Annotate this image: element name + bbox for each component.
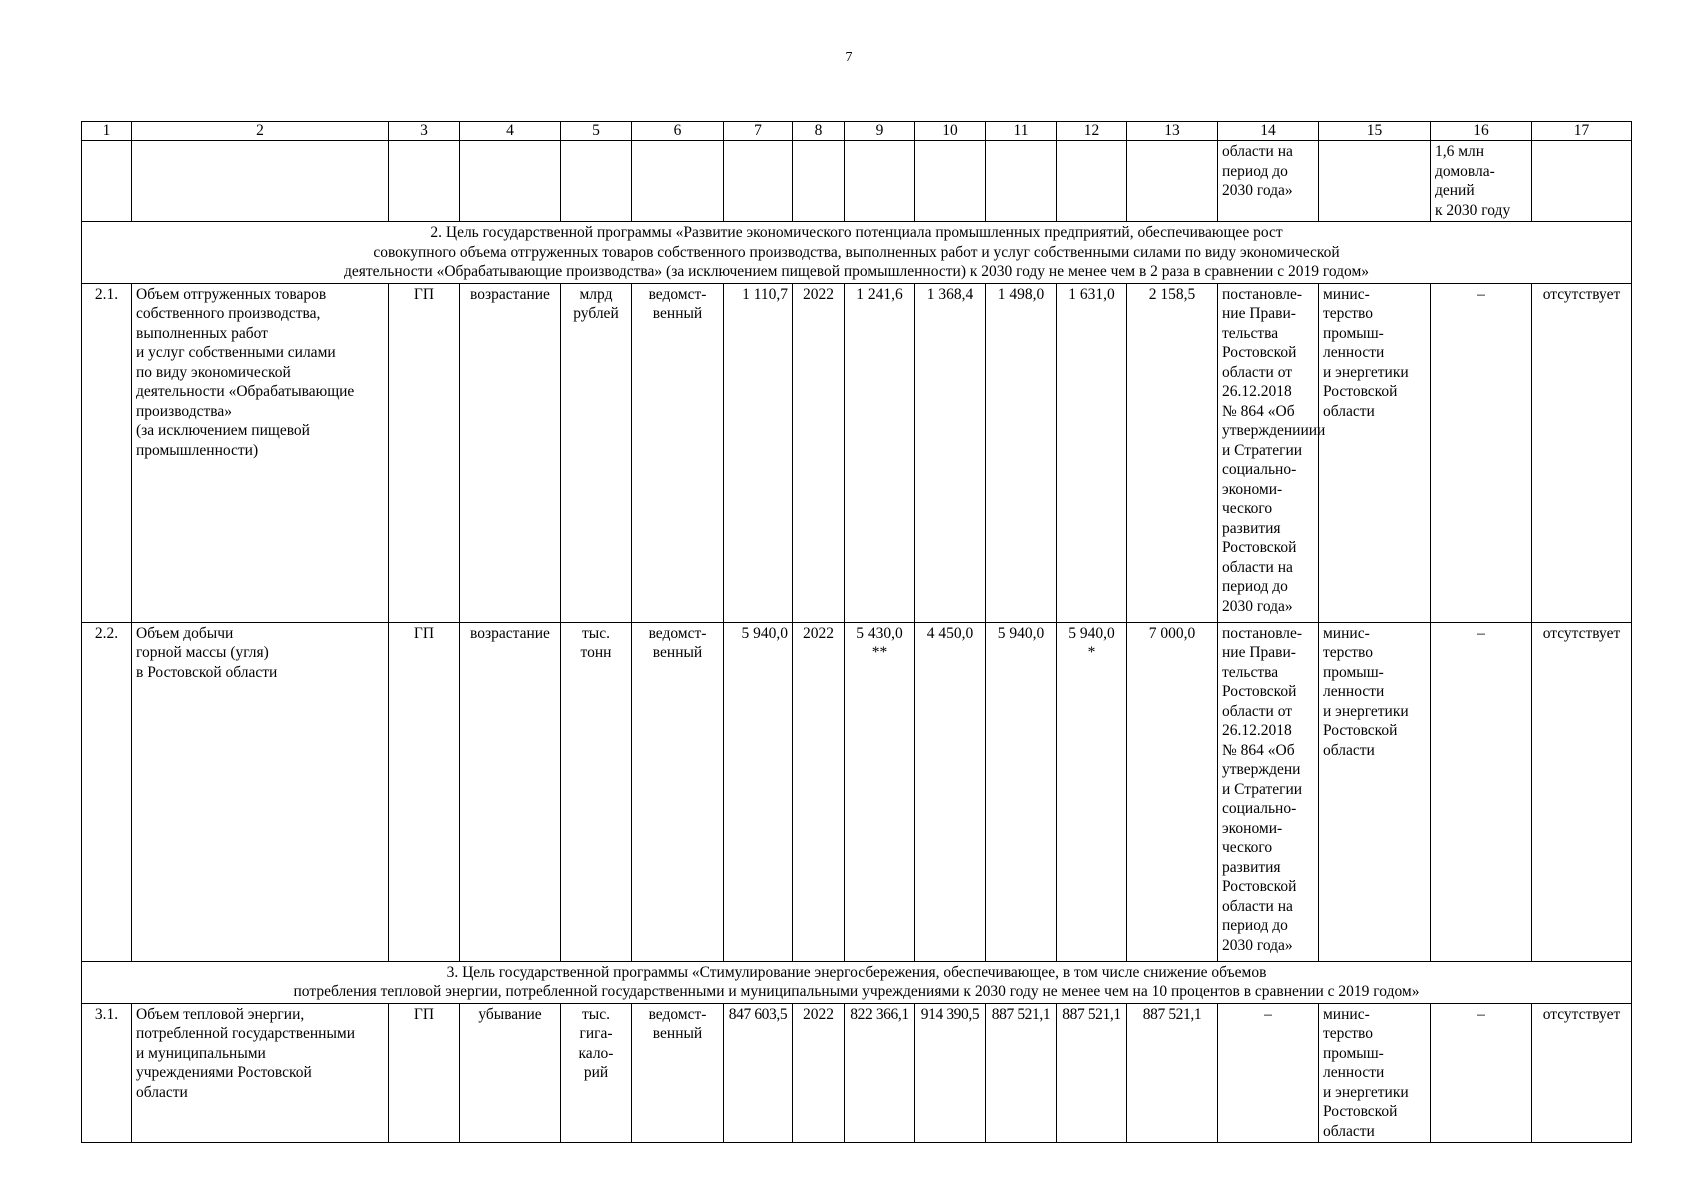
goal-2-line: деятельности «Обрабатывающие производства» (за исключением пищевой промышленности) к 2030 году не менее чем в 2 раза в сравнении с 2019 годом»: [343, 263, 1370, 280]
value-col-9: 1 241,6: [845, 283, 915, 622]
column-number: 9: [845, 122, 915, 141]
column-number-row: [82, 122, 1632, 141]
column-number: 8: [793, 122, 845, 141]
page-number: 7: [845, 50, 853, 65]
row-number: 3.1.: [82, 1003, 132, 1143]
continuation-document-cell: области на период до 2030 года»: [1218, 141, 1319, 222]
value-col-13: 887 521,1: [1127, 1003, 1218, 1143]
indicator-source: ведомст- венный: [632, 1003, 724, 1143]
goal-2-line: совокупного объема отгруженных товаров собственного производства, выполненных работ и услуг собственными силами по виду экономической: [373, 243, 1340, 261]
goal-3-line: 3. Цель государственной программы «Стимулирование энергосбережения, обеспечивающее, в том числе снижение объемов: [446, 963, 1267, 981]
goal-3-row: [82, 961, 1632, 1003]
indicator-unit: тыс. тонн: [561, 622, 632, 961]
base-year: 2022: [793, 1003, 845, 1143]
value-col-13: 7 000,0: [1127, 622, 1218, 961]
column-number: 11: [986, 122, 1057, 141]
goal-2-line: 2. Цель государственной программы «Развитие экономического потенциала промышленных предприятий, обеспечивающее рост: [430, 224, 1283, 241]
indicator-type: ГП: [389, 622, 460, 961]
continuation-target-cell: 1,6 млн домовла- дений к 2030 году: [1431, 141, 1532, 222]
document-cell: постановле- ние Прави- тельства Ростовской области от 26.12.2018 № 864 «Об утверждени и Стратегии социально- экономи- ческого развития Ростовской области на период до 2030 года»: [1218, 622, 1319, 961]
responsible-cell: минис- терство промыш- ленности и энергетики Ростовской области: [1319, 1003, 1431, 1143]
indicator-unit: млрд рублей: [561, 283, 632, 622]
column-number: 1: [82, 122, 132, 141]
column-number: 6: [632, 122, 724, 141]
column-number: 3: [389, 122, 460, 141]
value-col-9: 5 430,0 **: [845, 622, 915, 961]
column-number: 15: [1319, 122, 1431, 141]
column-number: 5: [561, 122, 632, 141]
row-number: 2.2.: [82, 622, 132, 961]
column-number: 2: [132, 122, 389, 141]
column-number: 14: [1218, 122, 1319, 141]
column-number: 10: [915, 122, 986, 141]
col-17-cell: отсутствует: [1532, 622, 1632, 961]
base-year: 2022: [793, 622, 845, 961]
column-number: 7: [724, 122, 793, 141]
value-col-9: 822 366,1: [845, 1003, 915, 1143]
row-number: 2.1.: [82, 283, 132, 622]
goal-2-heading: [82, 222, 1632, 284]
indicator-unit: тыс. гига- кало- рий: [561, 1003, 632, 1143]
col-17-cell: отсутствует: [1532, 1003, 1632, 1143]
col-16-cell: –: [1431, 622, 1532, 961]
col-16-cell: –: [1431, 283, 1532, 622]
value-col-10: 914 390,5: [915, 1003, 986, 1143]
indicator-trend: убывание: [460, 1003, 561, 1143]
table-row: [82, 283, 1632, 622]
goal-3-line: потребления тепловой энергии, потребленной государственными и муниципальными учреждениями к 2030 году не менее чем на 10 процентов в сравнении с 2019 годом»: [293, 983, 1420, 1000]
indicator-source: ведомст- венный: [632, 283, 724, 622]
value-col-12: 887 521,1: [1057, 1003, 1127, 1143]
value-col-11: 1 498,0: [986, 283, 1057, 622]
value-col-10: 1 368,4: [915, 283, 986, 622]
responsible-cell: минис- терство промыш- ленности и энергетики Ростовской области: [1319, 622, 1431, 961]
indicator-type: ГП: [389, 1003, 460, 1143]
base-value: 5 940,0: [724, 622, 793, 961]
column-number: 13: [1127, 122, 1218, 141]
base-value: 847 603,5: [724, 1003, 793, 1143]
indicator-name: Объем добычи горной массы (угля) в Ростовской области: [132, 622, 389, 961]
base-value: 1 110,7: [724, 283, 793, 622]
indicator-trend: возрастание: [460, 622, 561, 961]
table-row: [82, 622, 1632, 961]
col-16-cell: –: [1431, 1003, 1532, 1143]
goal-2-row: [82, 222, 1632, 284]
value-col-12: 5 940,0 *: [1057, 622, 1127, 961]
column-number: 17: [1532, 122, 1632, 141]
value-col-11: 887 521,1: [986, 1003, 1057, 1143]
column-number: 12: [1057, 122, 1127, 141]
base-year: 2022: [793, 283, 845, 622]
value-col-13: 2 158,5: [1127, 283, 1218, 622]
indicators-table: [81, 121, 1632, 1143]
value-col-12: 1 631,0: [1057, 283, 1127, 622]
col-17-cell: отсутствует: [1532, 283, 1632, 622]
responsible-cell: минис- терство промыш- ленности и энергетики Ростовской области: [1319, 283, 1431, 622]
indicator-name: Объем отгруженных товаров собственного производства, выполненных работ и услуг собственными силами по виду экономической деятельности «Обрабатывающие производства» (за исключением пищевой промышленности): [132, 283, 389, 622]
value-col-10: 4 450,0: [915, 622, 986, 961]
column-number: 16: [1431, 122, 1532, 141]
indicator-source: ведомст- венный: [632, 622, 724, 961]
goal-3-heading: [82, 961, 1632, 1003]
indicator-name: Объем тепловой энергии, потребленной государственными и муниципальными учреждениями Ростовской области: [132, 1003, 389, 1143]
indicator-trend: возрастание: [460, 283, 561, 622]
value-col-11: 5 940,0: [986, 622, 1057, 961]
column-number: 4: [460, 122, 561, 141]
document-cell: постановле- ние Прави- тельства Ростовской области от 26.12.2018 № 864 «Об утвержденииии и Стратегии социально- экономи- ческого развития Ростовской области на период до 2030 года»: [1218, 283, 1319, 622]
indicator-type: ГП: [389, 283, 460, 622]
document-cell: –: [1218, 1003, 1319, 1143]
continuation-row: [82, 141, 1632, 222]
table-row: [82, 1003, 1632, 1143]
